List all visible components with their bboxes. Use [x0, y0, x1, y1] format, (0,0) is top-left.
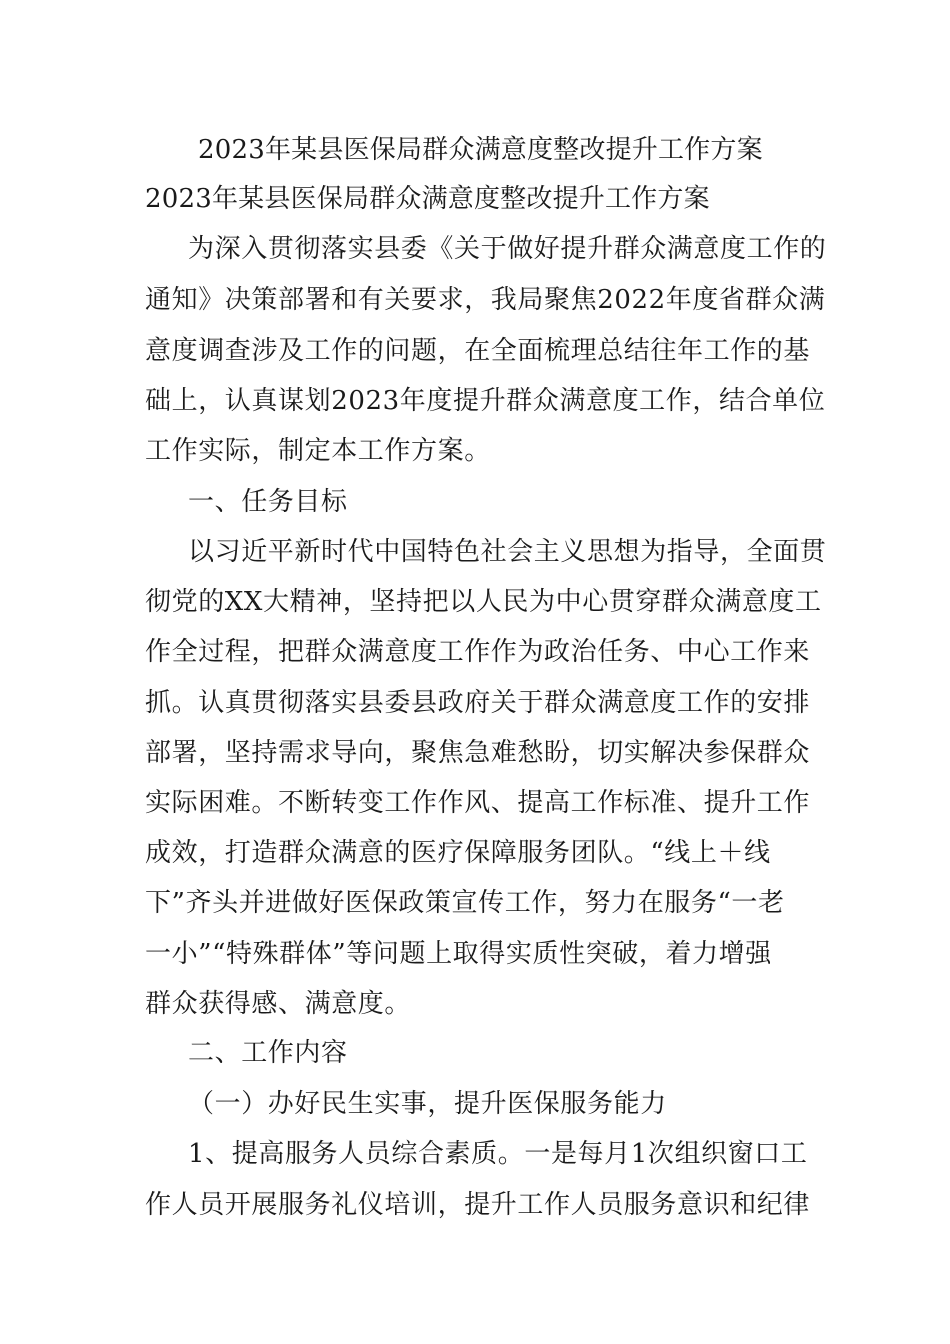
- paragraph-line: 实际困难。不断转变工作作风、提高工作标准、提升工作: [145, 788, 811, 818]
- paragraph-line: 下”齐头并进做好医保政策宣传工作，努力在服务“一老: [145, 888, 785, 918]
- paragraph-line: 部署，坚持需求导向，聚焦急难愁盼，切实解决参保群众: [145, 738, 811, 768]
- paragraph-line: 抓。认真贯彻落实县委县政府关于群众满意度工作的安排: [145, 688, 811, 718]
- document-title: 2023年某县医保局群众满意度整改提升工作方案: [198, 135, 763, 165]
- section-heading: 一、任务目标: [188, 487, 348, 517]
- paragraph-line: 以习近平新时代中国特色社会主义思想为指导，全面贯: [188, 537, 827, 567]
- paragraph-line: 作全过程，把群众满意度工作作为政治任务、中心工作来: [145, 637, 811, 667]
- paragraph-line: 为深入贯彻落实县委《关于做好提升群众满意度工作的: [188, 234, 827, 264]
- paragraph-line: 工作实际，制定本工作方案。: [145, 436, 491, 466]
- document-title-repeat: 2023年某县医保局群众满意度整改提升工作方案: [145, 184, 710, 214]
- paragraph-line: 一小”“特殊群体”等问题上取得实质性突破，着力增强: [145, 939, 772, 969]
- paragraph-line: 意度调查涉及工作的问题，在全面梳理总结往年工作的基: [145, 336, 811, 366]
- subsection-heading: （一）办好民生实事，提升医保服务能力: [188, 1089, 667, 1119]
- paragraph-line: 彻党的XX大精神，坚持把以人民为中心贯穿群众满意度工: [145, 587, 822, 617]
- paragraph-line: 群众获得感、满意度。: [145, 989, 412, 1019]
- paragraph-line: 通知》决策部署和有关要求，我局聚焦2022年度省群众满: [145, 285, 826, 315]
- paragraph-line: 成效，打造群众满意的医疗保障服务团队。“线上＋线: [145, 838, 771, 868]
- paragraph-line: 1、提高服务人员综合素质。一是每月1次组织窗口工: [188, 1139, 808, 1169]
- section-heading: 二、工作内容: [188, 1038, 348, 1068]
- paragraph-line: 础上，认真谋划2023年度提升群众满意度工作，结合单位: [145, 386, 826, 416]
- paragraph-line: 作人员开展服务礼仪培训，提升工作人员服务意识和纪律: [145, 1190, 811, 1220]
